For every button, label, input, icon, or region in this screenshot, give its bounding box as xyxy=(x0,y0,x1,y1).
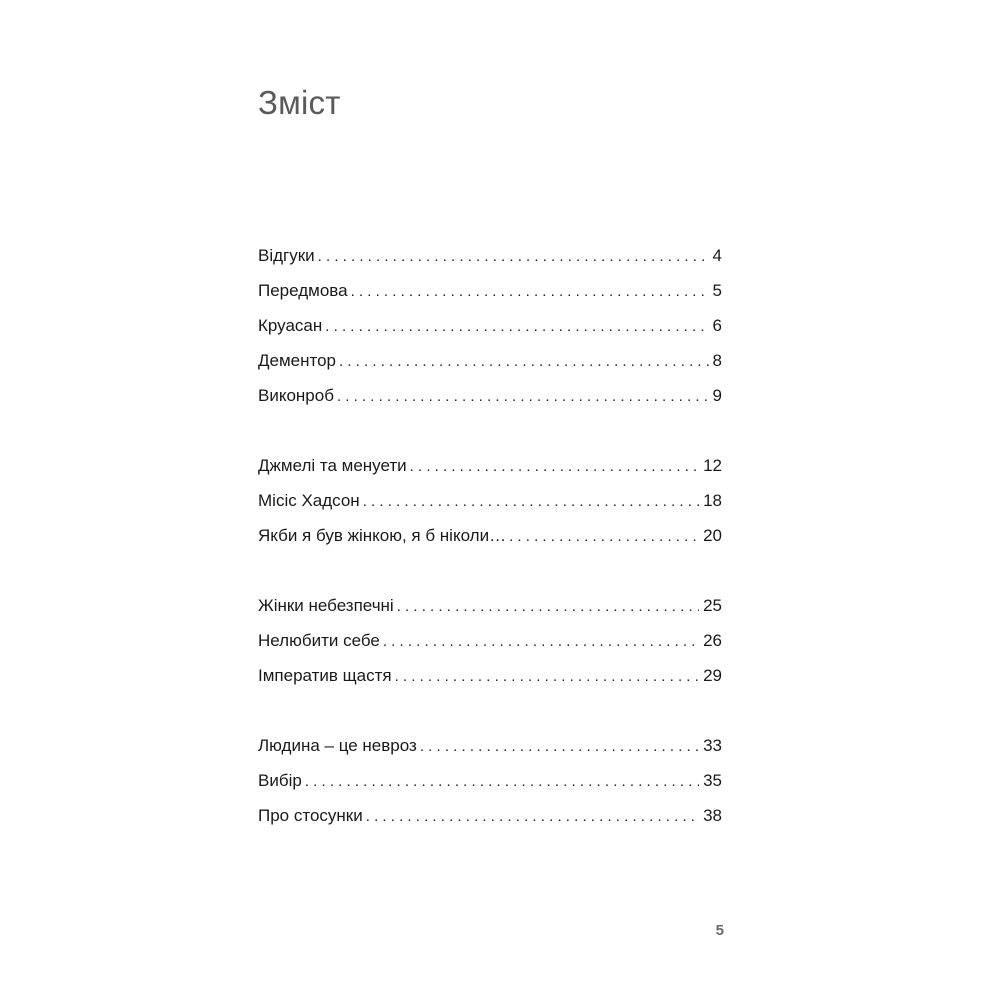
dot-leader xyxy=(366,799,699,834)
toc-entry-page: 9 xyxy=(712,386,722,405)
toc-entry-title: Відгуки xyxy=(258,246,315,265)
dot-leader xyxy=(397,589,699,624)
toc-entry xyxy=(258,343,722,378)
toc-entry-page: 8 xyxy=(712,351,722,370)
toc-entry-title: Нелюбити себе xyxy=(258,631,380,650)
toc-entry-title: Джмелі та менуети xyxy=(258,456,407,475)
toc-entry-page: 4 xyxy=(712,246,722,265)
toc-entry xyxy=(258,483,722,518)
toc-entry-title: Вибір xyxy=(258,771,302,790)
toc-entry-title: Виконроб xyxy=(258,386,334,405)
toc-group xyxy=(258,588,722,693)
toc-entry-title: Дементор xyxy=(258,351,337,370)
dot-leader xyxy=(383,624,699,659)
toc-entry xyxy=(258,273,722,308)
dot-leader xyxy=(339,344,709,379)
dot-leader xyxy=(318,239,709,274)
toc-entry-title: Місіс Хадсон xyxy=(258,491,360,510)
toc-entry xyxy=(258,658,722,693)
toc-entry-page: 38 xyxy=(703,806,722,825)
toc-entry xyxy=(258,798,722,833)
toc-entry-title: Жінки небезпечні xyxy=(258,596,394,615)
table-of-contents xyxy=(258,238,722,868)
toc-entry xyxy=(258,378,722,413)
toc-entry-page: 5 xyxy=(712,281,722,300)
dot-leader xyxy=(420,729,699,764)
toc-entry-page: 26 xyxy=(703,631,722,650)
toc-entry xyxy=(258,763,722,798)
toc-entry-page: 18 xyxy=(703,491,722,510)
toc-group xyxy=(258,238,722,413)
toc-entry-title: Передмова xyxy=(258,281,348,300)
toc-entry xyxy=(258,588,722,623)
toc-entry-page: 29 xyxy=(703,666,722,685)
dot-leader xyxy=(363,484,699,519)
toc-entry-page: 33 xyxy=(703,736,722,755)
dot-leader xyxy=(325,309,708,344)
toc-entry xyxy=(258,728,722,763)
dot-leader xyxy=(305,764,699,799)
toc-entry xyxy=(258,308,722,343)
toc-group xyxy=(258,728,722,833)
dot-leader xyxy=(337,379,709,414)
toc-entry-title: Людина – це невроз xyxy=(258,736,417,755)
toc-entry xyxy=(258,238,722,273)
toc-entry-page: 25 xyxy=(703,596,722,615)
toc-entry-title: Про стосунки xyxy=(258,806,363,825)
dot-leader xyxy=(509,519,699,554)
toc-entry-page: 12 xyxy=(703,456,722,475)
toc-entry xyxy=(258,448,722,483)
toc-group xyxy=(258,448,722,553)
toc-entry-page: 20 xyxy=(703,526,722,545)
page-number: 5 xyxy=(715,922,724,939)
toc-entry-title: Круасан xyxy=(258,316,323,335)
toc-entry-title: Імператив щастя xyxy=(258,666,392,685)
dot-leader xyxy=(351,274,709,309)
toc-entry xyxy=(258,518,722,553)
toc-entry-page: 6 xyxy=(712,316,722,335)
dot-leader xyxy=(395,659,700,694)
toc-entry-title: Якби я був жінкою, я б ніколи… xyxy=(258,526,507,545)
page-title: Зміст xyxy=(258,84,341,121)
toc-entry-page: 35 xyxy=(703,771,722,790)
toc-entry xyxy=(258,623,722,658)
dot-leader xyxy=(410,449,699,484)
